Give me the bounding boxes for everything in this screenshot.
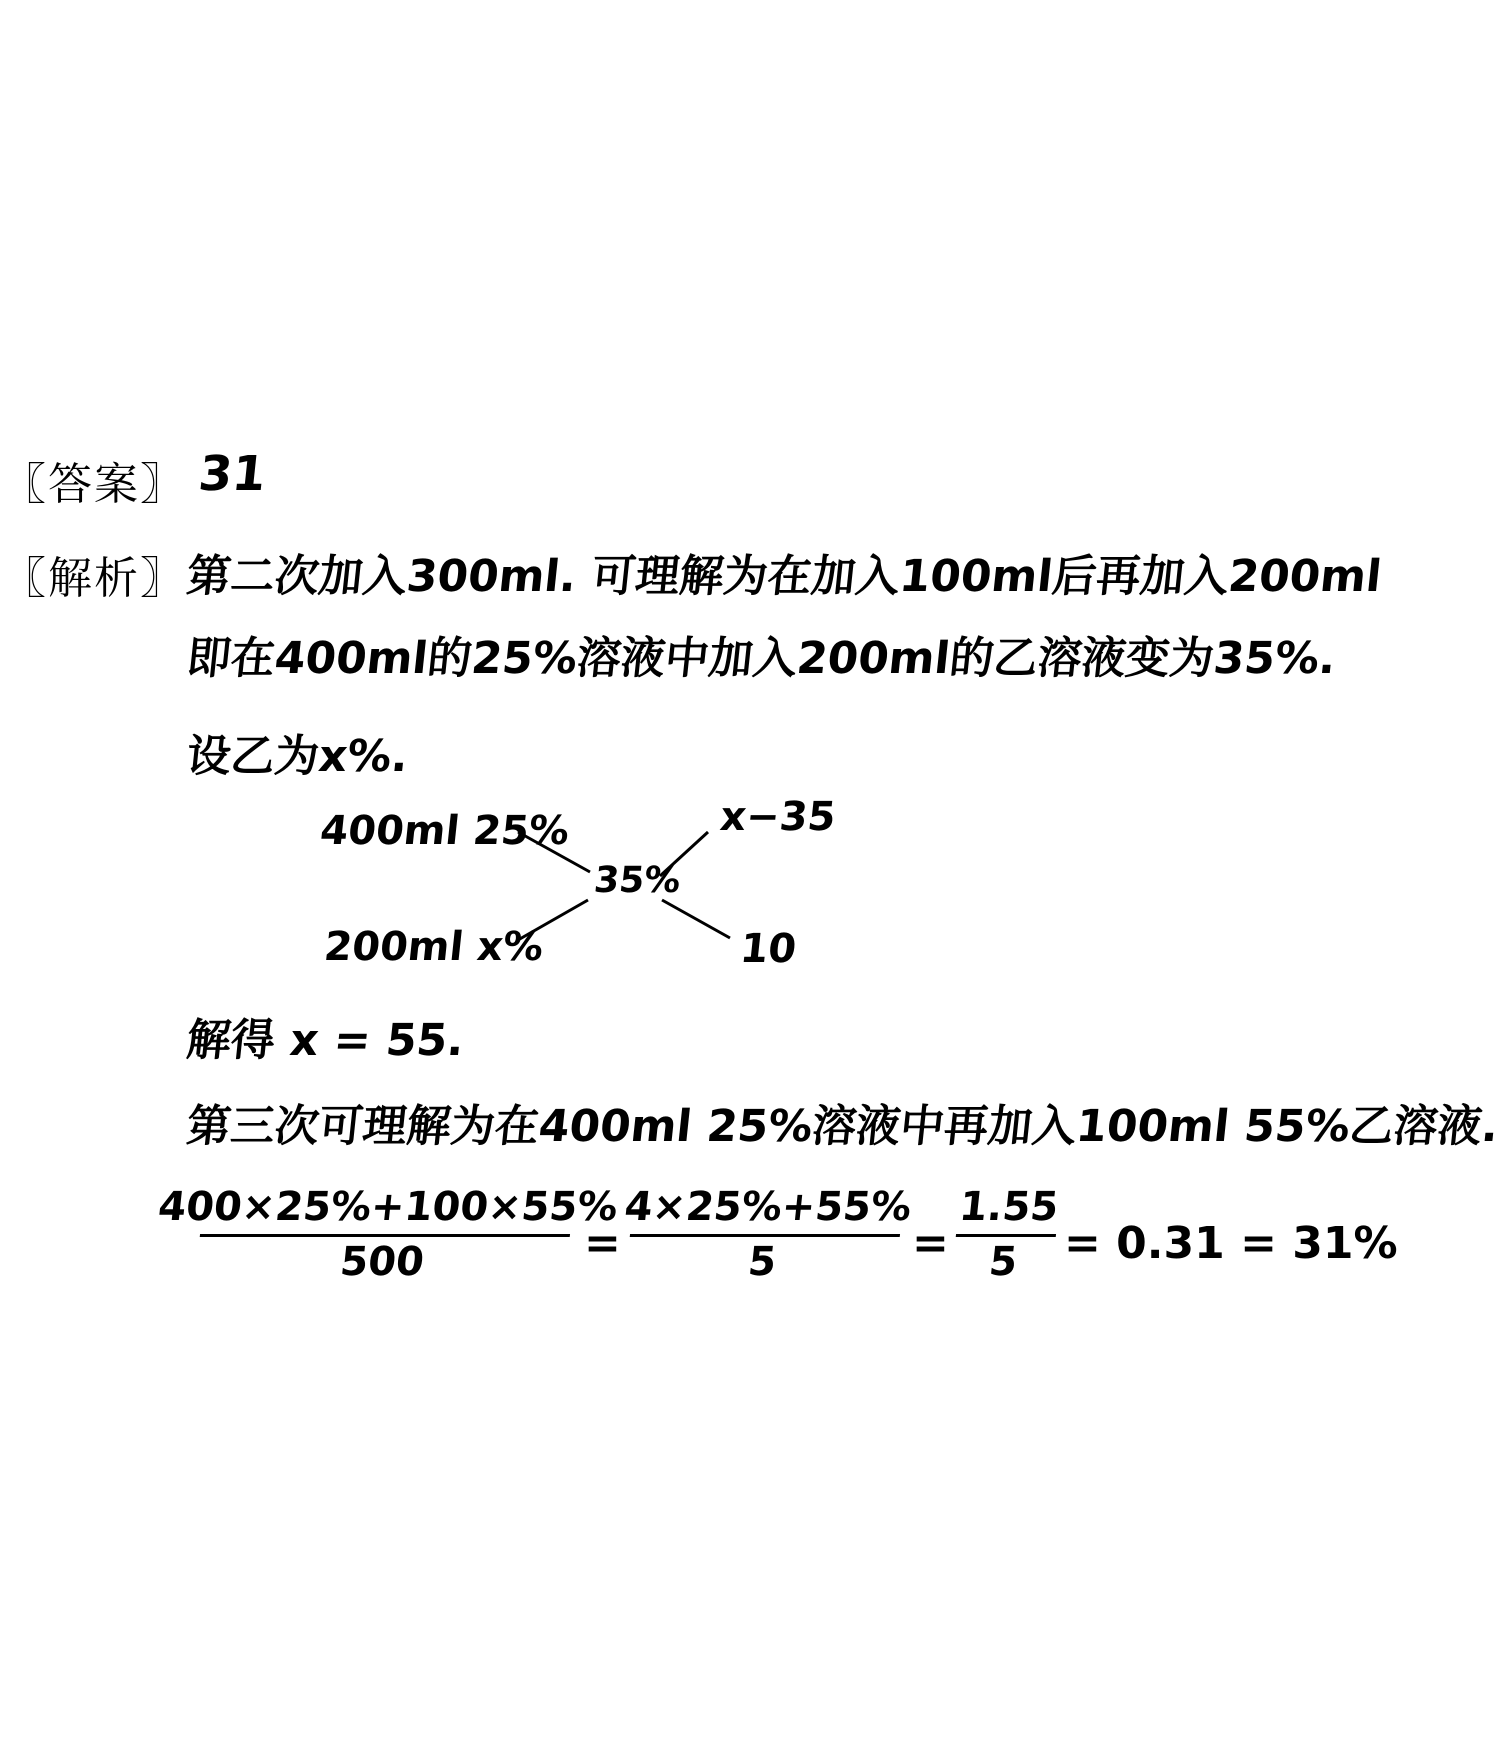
answer-value: 31 [196, 446, 269, 502]
equals-2: = [912, 1218, 949, 1269]
cross-top-right: x−35 [718, 794, 838, 840]
cross-line-bottom-right [662, 900, 730, 938]
cross-bottom-left: 200ml x% [322, 924, 546, 970]
equals-1: = [584, 1218, 621, 1269]
analysis-line-1: 第二次加入300ml. 可理解为在加入100ml后再加入200ml [184, 551, 1384, 602]
analysis-label: 〖解析〗 [2, 553, 186, 604]
cross-top-left: 400ml 25% [318, 808, 572, 854]
fraction-1 [155, 1184, 620, 1285]
equation-result: = 0.31 = 31% [1064, 1218, 1398, 1269]
answer-label: 〖答案〗 [2, 459, 186, 510]
fraction-2 [622, 1184, 914, 1285]
fraction-1-numerator: 400×25%+100×55% [155, 1184, 620, 1230]
cross-center: 35% [592, 860, 683, 901]
third-addition-line: 第三次可理解为在400ml 25%溶液中再加入100ml 55%乙溶液. [184, 1101, 1502, 1152]
fraction-2-numerator: 4×25%+55% [622, 1184, 914, 1230]
analysis-line-3: 设乙为x%. [184, 731, 411, 782]
fraction-3-numerator: 1.55 [957, 1184, 1061, 1230]
fraction-3-denominator: 5 [986, 1239, 1020, 1285]
fraction-2-denominator: 5 [745, 1239, 779, 1285]
solution-line: 解得 x = 55. [184, 1015, 467, 1066]
cross-bottom-right: 10 [738, 926, 799, 972]
fraction-1-denominator: 500 [337, 1239, 427, 1285]
analysis-line-2: 即在400ml的25%溶液中加入200ml的乙溶液变为35%. [184, 633, 1339, 684]
fraction-3 [951, 1184, 1062, 1285]
